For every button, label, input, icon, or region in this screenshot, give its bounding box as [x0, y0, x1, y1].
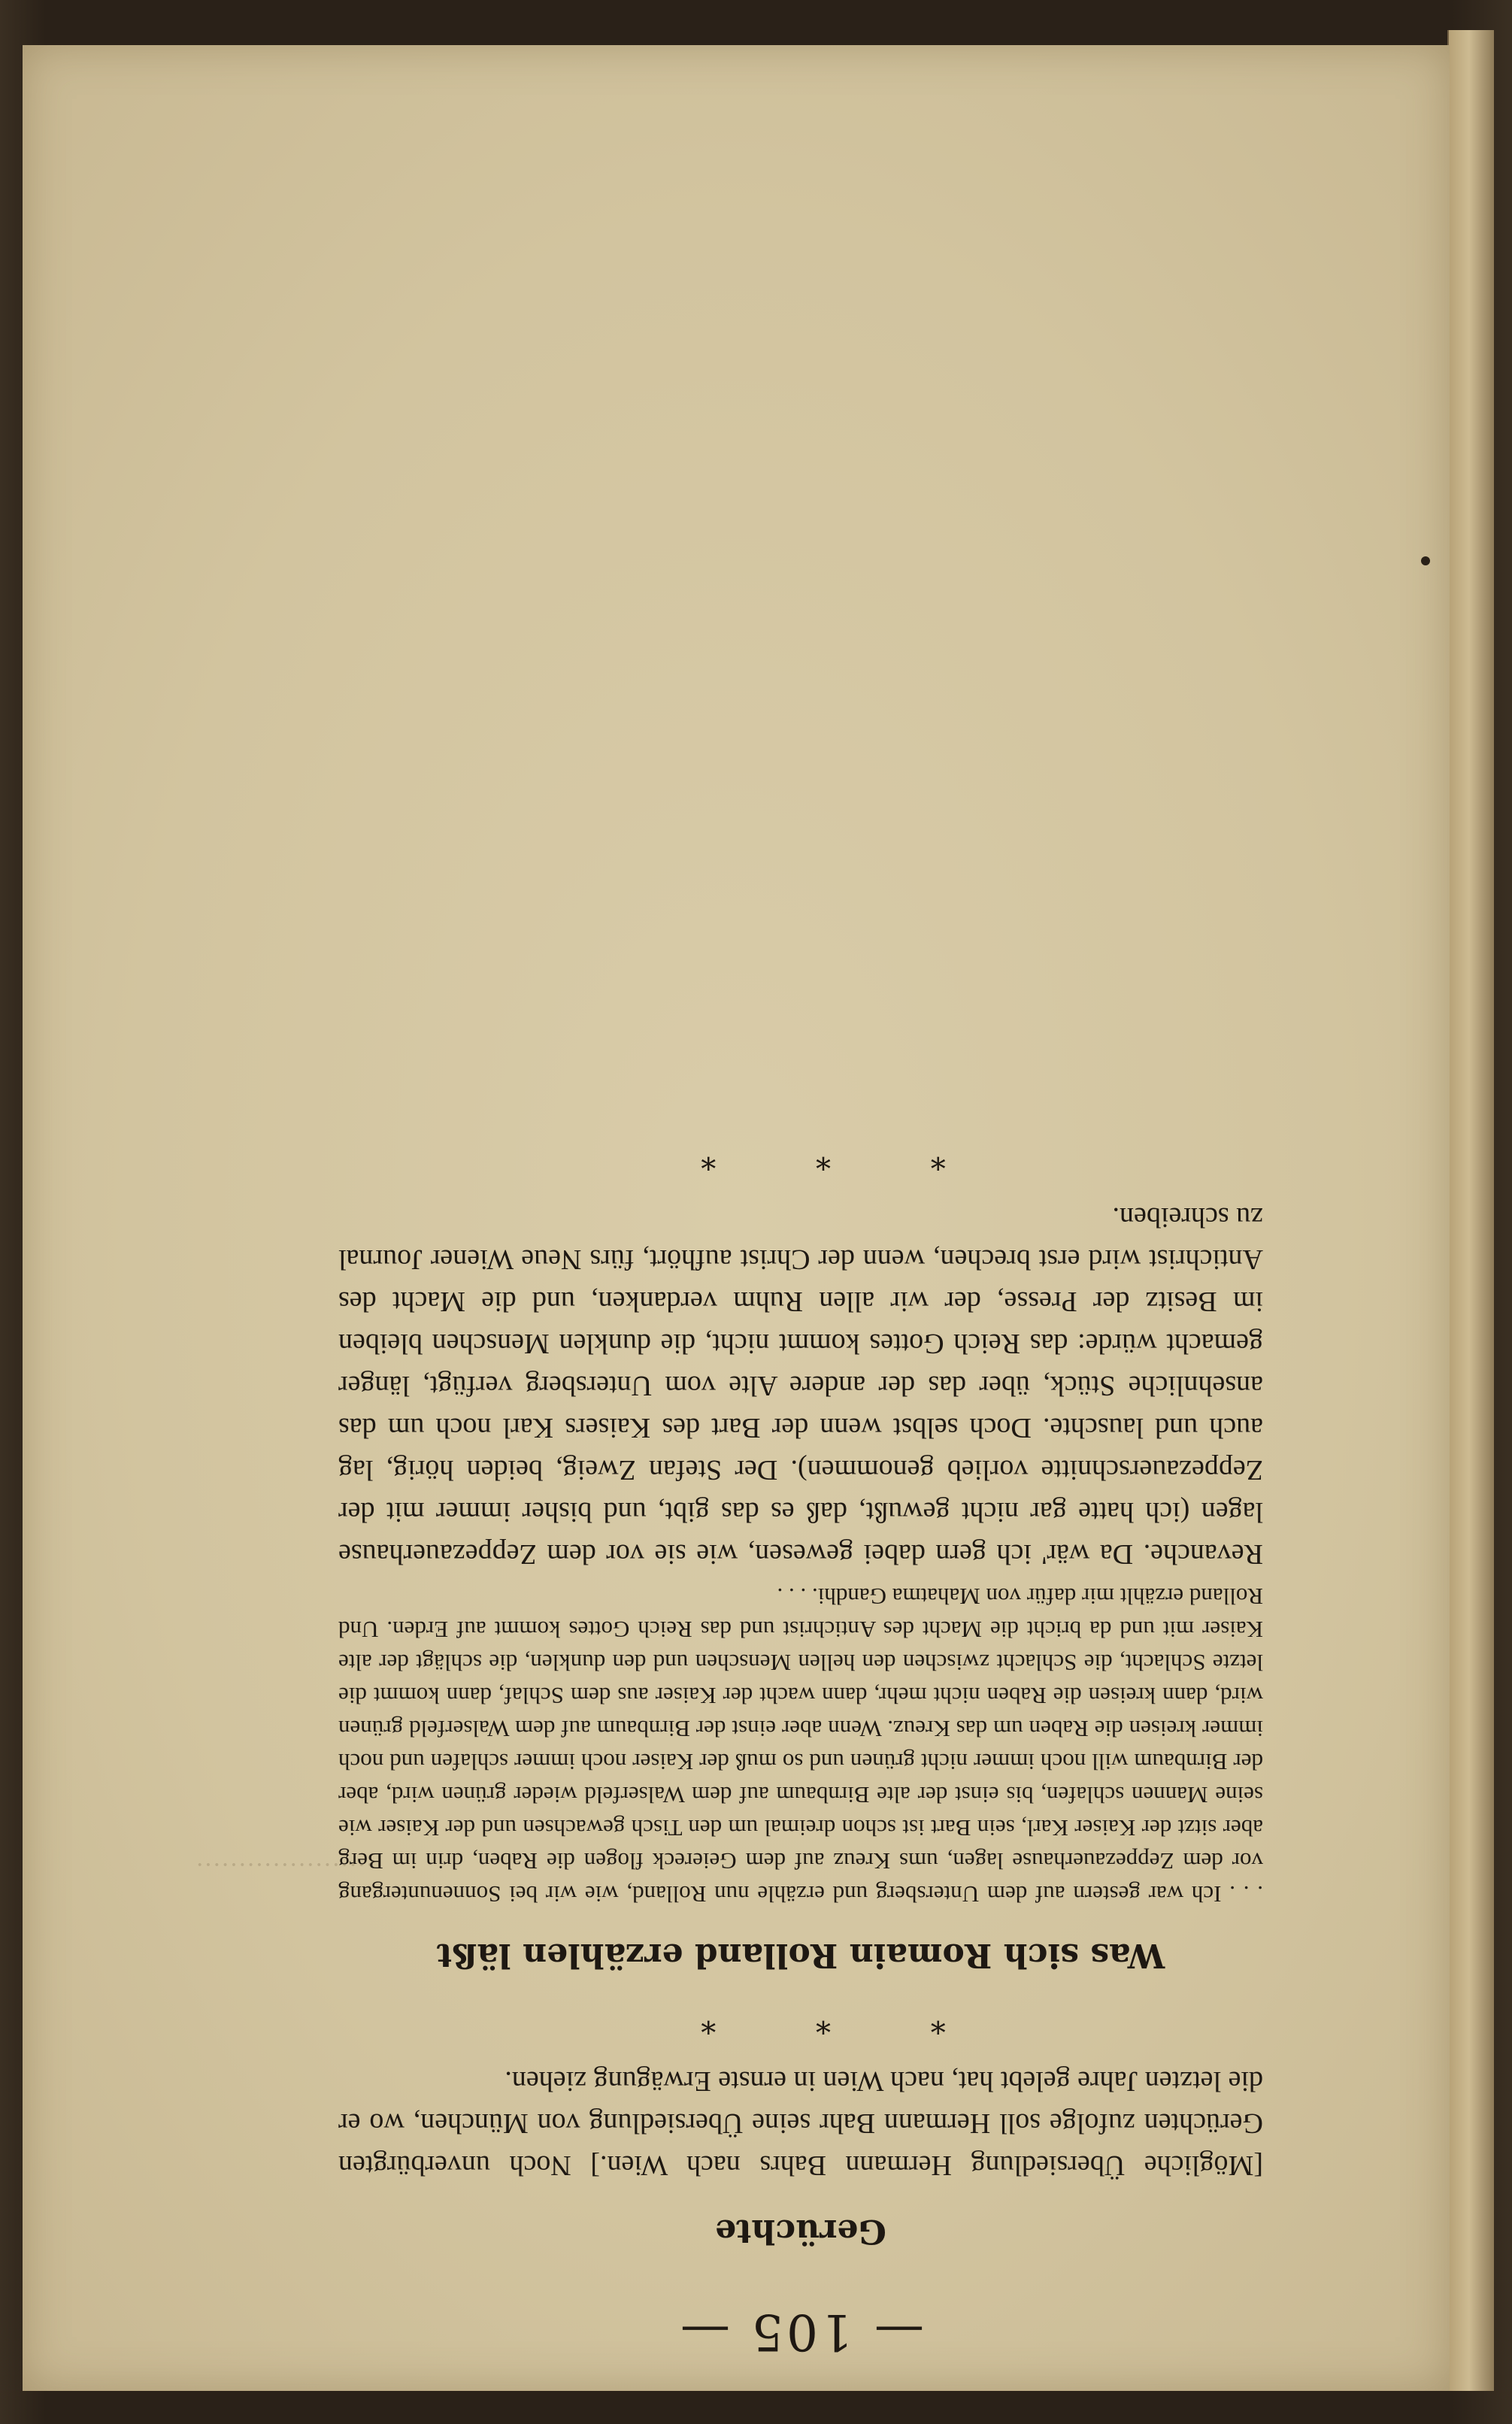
section-text-rolland-quote: . . . Ich war gestern auf dem Untersberg und erzähle nun Rolland, wie wir bei Sonnenuntergang vor dem Zeppezauerhause lagen, ums Kreuz auf dem Geiereck flogen die Raben, drin im Berg aber sitzt der Kaiser Karl, sein Bart ist schon dreimal um den Tisch gewachsen und der Kaiser wie seine Mannen schlafen, bis einst der alte Birnbaum auf dem Walserfeld wieder grünen wird, aber der Birnbaum will noch immer nicht grünen und so muß der Kaiser noch immer schlafen und noch immer kreisen die Raben um das Kreuz. Wenn aber einst der Birnbaum auf dem Walserfeld grünen wird, dann kreisen die Raben nicht mehr, dann wacht der Kaiser aus dem Schlaf, dann kommt die letzte Schlacht, die Schlacht zwischen den hellen Menschen und den dunklen, die schlägt der alte Kaiser mit und da bricht die Macht des Antichrist und das Reich Gottes kommt auf Erden. Und Rolland erzählt mir dafür von Mahatma Gandhi. . . .	[338, 1583, 1263, 1907]
separator-stars: * * *	[656, 2004, 946, 2039]
book-page	[23, 45, 1450, 2391]
page-content	[338, 496, 1263, 2361]
page-mark	[1421, 556, 1430, 565]
section-text-geruechte: [Mögliche Übersiedlung Hermann Bahrs nach Wien.] Noch unverbürgten Gerüchten zufolge soll Hermann Bahr seine Übersiedlung von München, wo er die letzten Jahre gelebt hat, nach Wien in ernste Erwägung ziehen.	[338, 2065, 1263, 2181]
separator-stars-end: * * *	[656, 1141, 946, 1175]
section-title-rolland: Was sich Romain Rolland erzählen läßt	[436, 1936, 1165, 1974]
next-page-edge	[1447, 30, 1494, 2391]
page-number: — 105 —	[677, 2303, 924, 2361]
show-through-text: ·····················	[195, 1850, 374, 1878]
section-text-rolland-revanche: Revanche. Da wär' ich gern dabei gewesen, wie sie vor dem Zeppezauerhause lagen (ich hatte gar nicht gewußt, daß es das gibt, und bisher immer mit der Zeppezauerschnitte vorlieb genommen). Der Stefan Zweig, beiden hörig, lag auch und lauschte. Doch selbst wenn der Bart des Kaisers Karl noch um das ansehnliche Stück, über das der andere Alte vom Untersberg verfügt, länger gemacht würde: das Reich Gottes kommt nicht, die dunklen Menschen bleiben im Besitz der Presse, der wir allen Ruhm verdanken, und die Macht des Antichrist wird erst brechen, wenn der Christ aufhört, fürs Neue Wiener Journal zu schreiben.	[338, 1201, 1263, 1570]
section-title-geruechte: Gerüchte	[715, 2212, 886, 2250]
